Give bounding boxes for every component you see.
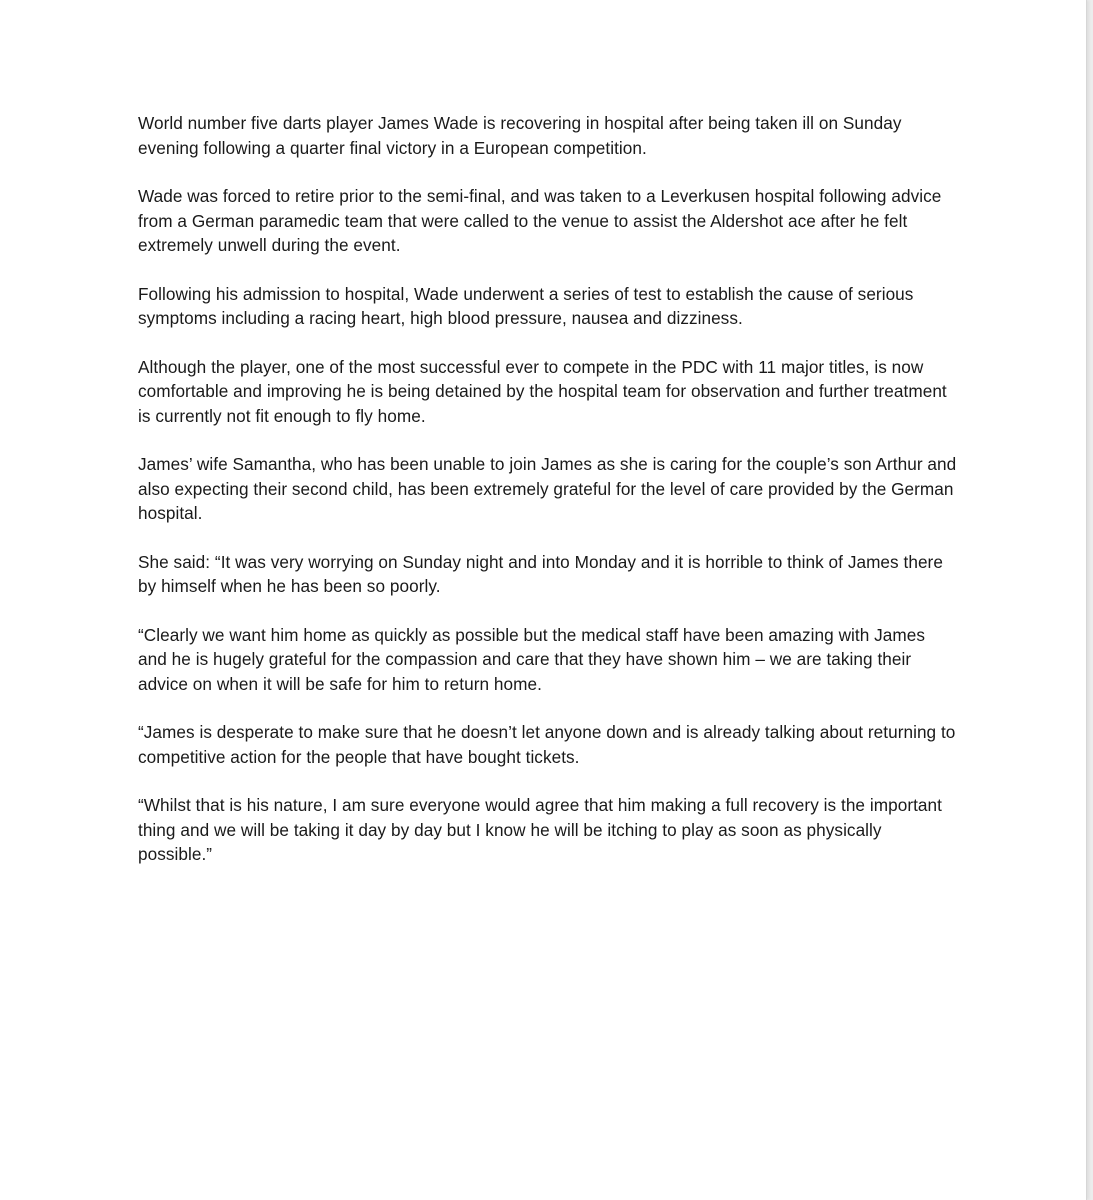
paragraph: She said: “It was very worrying on Sunday night and into Monday and it is horrible to think of James there by himself when he has been so poorly. — [138, 551, 943, 596]
paragraph: Following his admission to hospital, Wade underwent a series of test to establish the cause of serious symptoms including a racing heart, high blood pressure, nausea and dizziness. — [138, 283, 914, 328]
paragraph: World number five darts player James Wade is recovering in hospital after being taken ill on Sunday evening following a quarter final victory in a European competition. — [138, 113, 902, 158]
paragraph: Although the player, one of the most successful ever to compete in the PDC with 11 major titles, is now comfortable and improving he is being detained by the hospital team for observation and further treatment is currently not fit enough to fly home. — [138, 356, 947, 426]
document-body — [138, 111, 958, 867]
paragraph: “James is desperate to make sure that he doesn’t let anyone down and is already talking about returning to competitive action for the people that have bought tickets. — [138, 722, 956, 767]
paragraph: James’ wife Samantha, who has been unable to join James as she is caring for the couple’s son Arthur and also expecting their second child, has been extremely grateful for the level of care provided by the German hospital. — [138, 454, 957, 523]
paragraph: “Whilst that is his nature, I am sure everyone would agree that him making a full recovery is the important thing and we will be taking it day by day but I know he will be itching to play as soon as physically possible.” — [138, 795, 942, 864]
paragraph: Wade was forced to retire prior to the semi-final, and was taken to a Leverkusen hospital following advice from a German paramedic team that were called to the venue to assist the Aldershot ace after he felt extremely unwell during the event. — [138, 186, 942, 255]
paragraph: “Clearly we want him home as quickly as possible but the medical staff have been amazing with James and he is hugely grateful for the compassion and care that they have shown him – we are taking their advice on when it will be safe for him to return home. — [138, 624, 926, 694]
